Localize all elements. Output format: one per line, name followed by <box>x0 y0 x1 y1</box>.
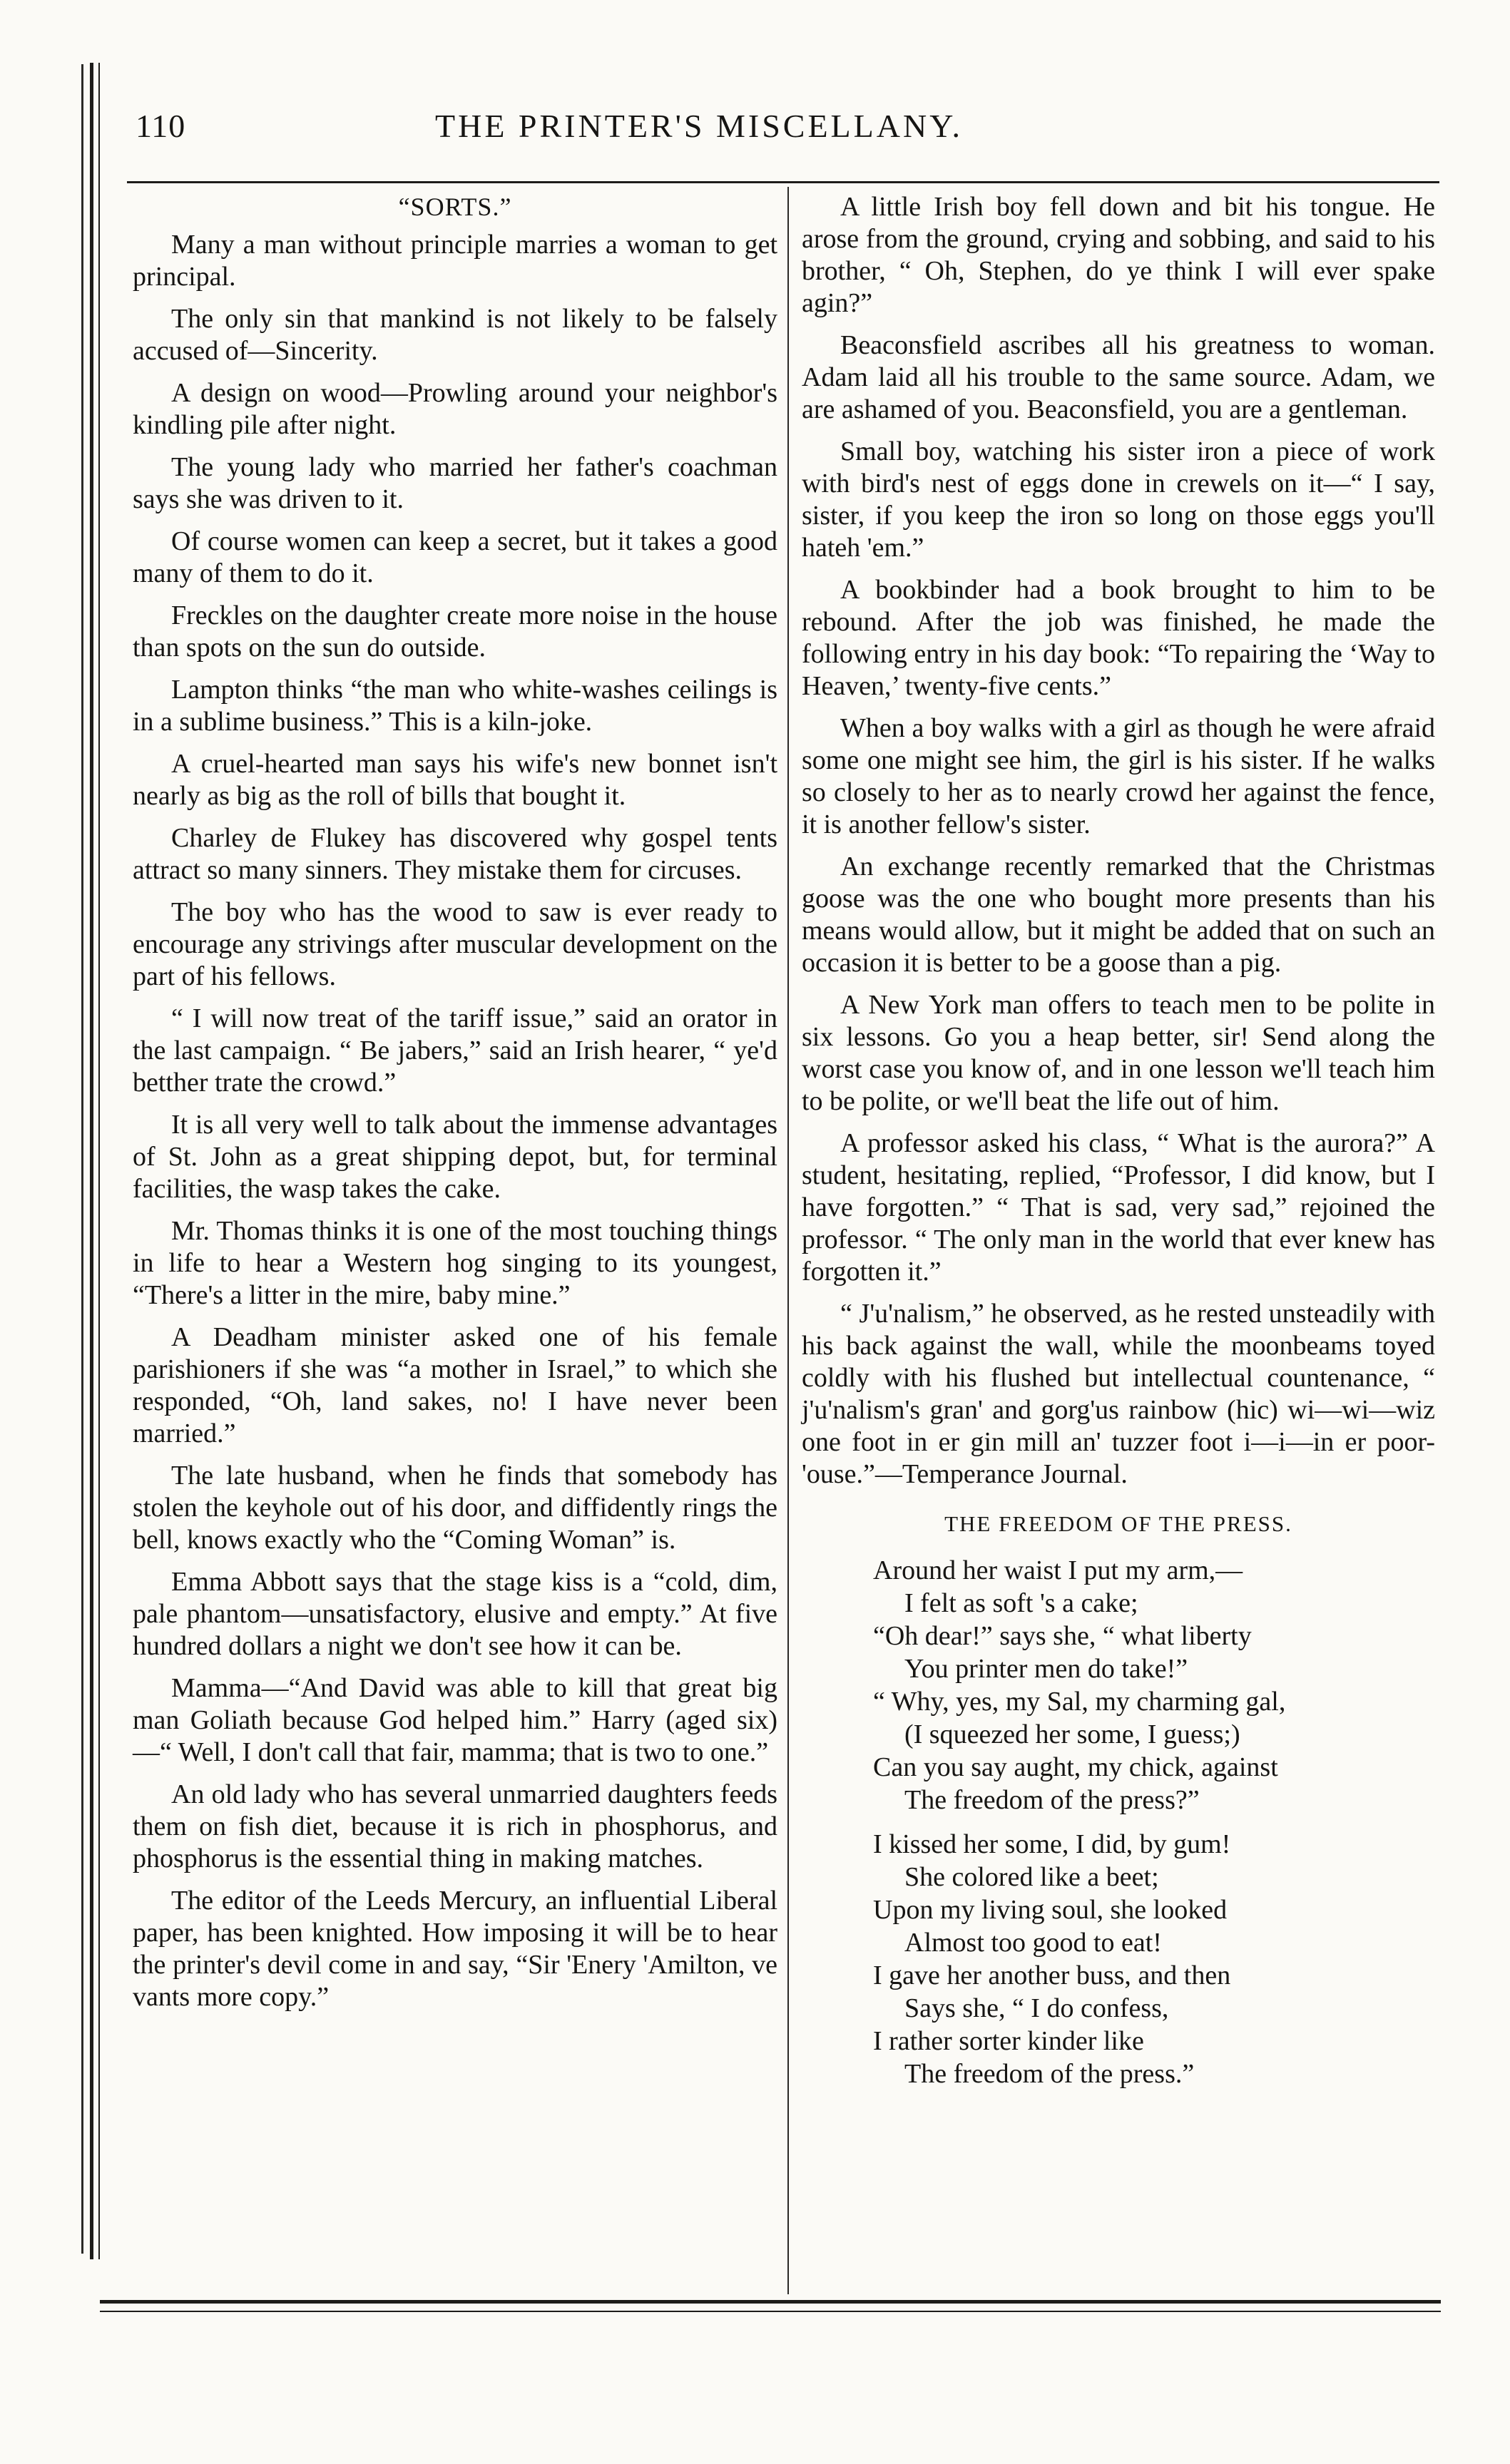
poem-line: “ Why, yes, my Sal, my charming gal, <box>873 1687 1286 1717</box>
paragraph: A bookbinder had a book brought to him to be rebound. After the job was finished, he made the following entry in his day book: “To repairing the ‘Way to Heaven,’ twenty-five cents.” <box>802 575 1435 701</box>
paragraph: Mr. Thomas thinks it is one of the most touching things in life to hear a Western hog singing to its youngest, “There's a litter in the mire, baby mine.” <box>133 1216 777 1310</box>
paragraph: Mamma—“And David was able to kill that great big man Goliath because God helped him.” Harry (aged six)—“ Well, I don't call that fair, mamma; that is two to one.” <box>133 1673 777 1767</box>
poem-stanza <box>873 1828 1435 2090</box>
poem-line: I kissed her some, I did, by gum! <box>873 1829 1231 1859</box>
footer-rule-thin <box>100 2311 1441 2312</box>
left-column-paragraphs <box>133 229 777 2013</box>
poem-line: I rather sorter kinder like <box>873 2026 1144 2056</box>
paragraph: A cruel-hearted man says his wife's new bonnet isn't nearly as big as the roll of bills that bought it. <box>133 749 777 811</box>
paragraph: An old lady who has several unmarried daughters feeds them on fish diet, because it is rich in phosphorus, and phosphorus is the essential thing in making matches. <box>133 1779 777 1873</box>
paragraph: “ I will now treat of the tariff issue,” said an orator in the last campaign. “ Be jabers,” said an Irish hearer, “ ye'd betther trate the crowd.” <box>133 1003 777 1098</box>
poem-heading: THE FREEDOM OF THE PRESS. <box>944 1511 1292 1536</box>
paragraph: The late husband, when he finds that somebody has stolen the keyhole out of his door, and diffidently rings the bell, knows exactly who the “Coming Woman” is. <box>133 1461 777 1555</box>
paragraph: A New York man offers to teach men to be polite in six lessons. Go you a heap better, sir! Send along the worst case you know of, and in one lesson we'll teach him to be polite, or we'll beat the life out of him. <box>802 990 1435 1116</box>
right-column <box>802 191 1435 2102</box>
paragraph: A little Irish boy fell down and bit his tongue. He arose from the ground, crying and sobbing, and said to his brother, “ Oh, Stephen, do ye think I will ever spake agin?” <box>802 192 1435 318</box>
poem-line: Around her waist I put my arm,— <box>873 1555 1243 1585</box>
paragraph: “ J'u'nalism,” he observed, as he rested unsteadily with his back against the wall, while the moonbeams toyed coldly with his flushed but intellectual countenance, “ j'u'nalism's gran' and gorg'us rainbow (hic) wi—wi—wiz one foot in er gin mill an' tuzzer foot i—i—in er poor-'ouse.”—Temperance Journal. <box>802 1299 1435 1489</box>
running-head-title: THE PRINTER'S MISCELLANY. <box>435 108 963 144</box>
paragraph: The only sin that mankind is not likely to be falsely accused of—Sincerity. <box>133 304 777 366</box>
paragraph: Lampton thinks “the man who white-washes ceilings is in a sublime business.” This is a kiln-joke. <box>133 675 777 737</box>
paragraph: Of course women can keep a secret, but it takes a good many of them to do it. <box>133 526 777 588</box>
poem-line: (I squeezed her some, I guess;) <box>904 1719 1240 1749</box>
poem-freedom-of-the-press <box>873 1554 1435 2090</box>
paragraph: The editor of the Leeds Mercury, an influential Liberal paper, has been knighted. How imposing it will be to hear the printer's devil come in and say, “Sir 'Enery 'Amilton, ve vants more copy.” <box>133 1886 777 2012</box>
right-column-paragraphs <box>802 191 1435 1491</box>
paragraph: Beaconsfield ascribes all his greatness to woman. Adam laid all his trouble to the same source. Adam, we are ashamed of you. Beaconsfield, you are a gentleman. <box>802 330 1435 424</box>
column-divider <box>787 187 789 2294</box>
page-header <box>136 107 1434 157</box>
paragraph: The young lady who married her father's coachman says she was driven to it. <box>133 452 777 514</box>
poem-line: Upon my living soul, she looked <box>873 1895 1228 1925</box>
poem-line: You printer men do take!” <box>904 1654 1188 1684</box>
poem-line: The freedom of the press.” <box>904 2059 1195 2089</box>
paragraph: It is all very well to talk about the immense advantages of St. John as a great shipping depot, but, for terminal facilities, the wasp takes the cake. <box>133 1110 777 1204</box>
paragraph: An exchange recently remarked that the Christmas goose was the one who bought more presents than his means would allow, but it might be added that on such an occasion it is better to be a goose than a pig. <box>802 852 1435 978</box>
poem-line: I felt as soft 's a cake; <box>904 1588 1138 1618</box>
header-rule <box>127 181 1439 183</box>
poem-line: Can you say aught, my chick, against <box>873 1752 1278 1782</box>
paragraph: Many a man without principle marries a woman to get principal. <box>133 230 777 292</box>
paragraph: Small boy, watching his sister iron a piece of work with bird's nest of eggs done in crewels on it—“ I say, sister, if you keep the iron so long on those eggs you'll hateh 'em.” <box>802 436 1435 563</box>
paragraph: A professor asked his class, “ What is the aurora?” A student, hesitating, replied, “Professor, I did know, but I have forgotten.” “ That is sad, very sad,” rejoined the professor. “ The only man in the world that ever knew has forgotten it.” <box>802 1128 1435 1287</box>
footer-rule-thick <box>100 2300 1441 2304</box>
page-frame-binding-line <box>90 63 100 2259</box>
left-column <box>133 191 777 2023</box>
paragraph: Charley de Flukey has discovered why gospel tents attract so many sinners. They mistake them for circuses. <box>133 823 777 885</box>
page-number: 110 <box>136 108 186 144</box>
paragraph: Emma Abbott says that the stage kiss is a “cold, dim, pale phantom—unsatisfactory, elusive and empty.” At five hundred dollars a night we don't see how it can be. <box>133 1567 777 1661</box>
poem-stanza <box>873 1554 1435 1816</box>
paragraph: When a boy walks with a girl as though he were afraid some one might see him, the girl is his sister. If he walks so closely to her as to nearly crowd her against the fence, it is another fellow's sister. <box>802 713 1435 839</box>
paragraph: A Deadham minister asked one of his female parishioners if she was “a mother in Israel,” to which she responded, “Oh, land sakes, no! I have never been married.” <box>133 1322 777 1448</box>
poem-line: Says she, “ I do confess, <box>904 1993 1169 2023</box>
poem-line: She colored like a beet; <box>904 1862 1159 1892</box>
poem-line: “Oh dear!” says she, “ what liberty <box>873 1621 1252 1651</box>
poem-line: I gave her another buss, and then <box>873 1961 1231 1990</box>
paragraph: A design on wood—Prowling around your neighbor's kindling pile after night. <box>133 378 777 440</box>
page-frame-outer-line <box>81 64 83 2254</box>
section-heading-sorts: “SORTS.” <box>398 193 512 221</box>
paragraph: The boy who has the wood to saw is ever ready to encourage any strivings after muscular development on the part of his fellows. <box>133 897 777 991</box>
paragraph: Freckles on the daughter create more noise in the house than spots on the sun do outside. <box>133 600 777 663</box>
poem-line: Almost too good to eat! <box>904 1928 1162 1958</box>
poem-line: The freedom of the press?” <box>904 1785 1200 1815</box>
